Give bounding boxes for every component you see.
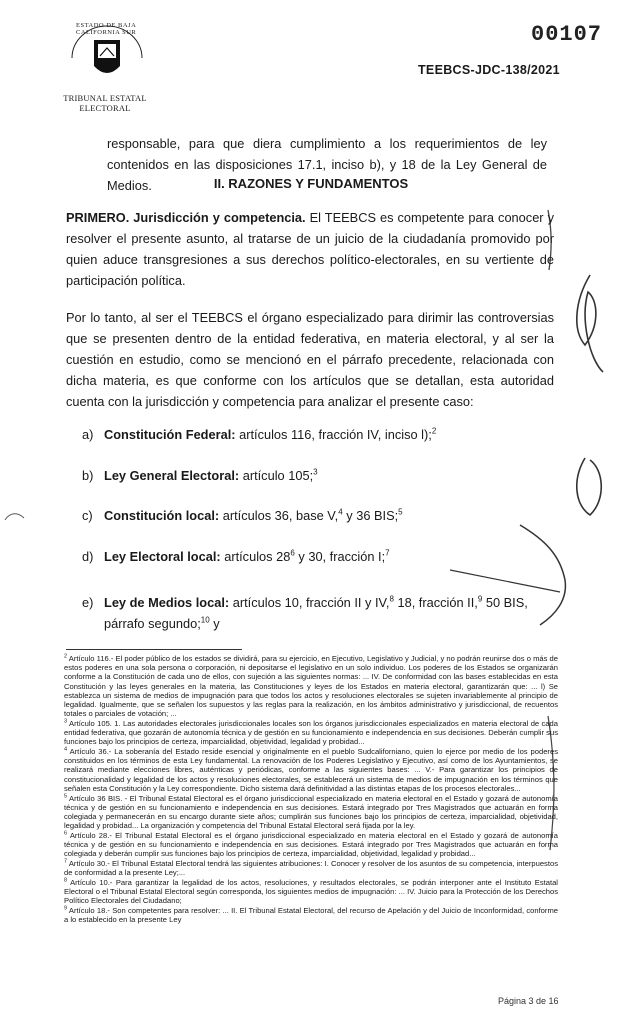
paragraph-por-lo-tanto: Por lo tanto, al ser el TEEBCS el órgano especializado para dirimir las controversias que se presenten dentro de la entidad federativa, en materia electoral, y al ser la cuestión en estudio, como se mencionó en el párrafo precedente, relacionada con dicha materia, es que conforme con los artículos que se detallan, esta autoridad cuenta con la jurisdicción y competencia para analizar el presente caso: xyxy=(66,310,554,409)
page-number: Página 3 de 16 xyxy=(498,996,559,1006)
footnote: $^5$ Artículo 36 BIS. - El Tribunal Estatal Electoral es el órgano jurisdiccional especializado en materia electoral en el Estado y gozará de autonomía técnica y de gestión en su funcionamiento e independencia en sus decisiones. Estará integrado por Tres Magistrados que actuarán en forma colegiada y permanecerán en su encargo durante siete años; cumplirán sus funciones bajo los principios de certeza, imparcialidad, objetividad, legalidad y probidad... La organización y competencia del Tribunal Estatal Electoral será fijada por la ley. xyxy=(64,793,558,831)
footnote: $^4$ Artículo 36.- La soberanía del Estado reside esencial y originalmente en el pueblo Sudcaliforniano, quien lo ejerce por medio de los poderes constituidos en los términos de esta Ley fundamental. La renovación de los Poderes Legislativo y Ejecutivo, así como de los Ayuntamientos, se realizará mediante elecciones libres, auténticas y periódicas, conforme a las siguientes bases: ... V.- Para garantizar los principios de constitucionalidad y legalidad de los actos y resoluciones electorales, se establecerá un sistema de medios de impugnación en los términos que señalen esta Constitución y la Ley correspondiente. Dicho sistema dará definitividad a las distintas etapas de los procesos electorales... xyxy=(64,746,558,793)
footnote: $^7$ Artículo 30.- El Tribunal Estatal Electoral tendrá las siguientes atribuciones: I. Conocer y resolver de los asuntos de su competencia, interpuestos de conformidad a la presente Ley;... xyxy=(64,858,558,878)
paragraph-lead: PRIMERO. Jurisdicción y competencia. xyxy=(66,210,306,225)
footnote: $^9$ Artículo 18.- Son competentes para resolver: ... II. El Tribunal Estatal Electoral, del recurso de Apelación y del Juicio de Inconformidad, conforme a lo establecido en la presente Ley xyxy=(64,905,558,925)
list-item: b) Ley General Electoral: artículo 105;$^3$ xyxy=(82,467,318,483)
footnote-separator xyxy=(66,649,242,650)
footnote: $^6$ Artículo 28.- El Tribunal Estatal Electoral es el órgano jurisdiccional especializado en materia electoral en el Estado y gozará de autonomía técnica y de gestión en su funcionamiento e independencia en sus decisiones. Estará integrado por Tres Magistrados que actuarán en forma colegiada y deberán cumplir sus funciones bajo los principios de certeza, imparcialidad, objetividad, legalidad y probidad... xyxy=(64,830,558,859)
paragraph-text: El TEEBCS es competente para conocer y resolver el presente asunto, al tratarse de un juicio de la ciudadanía promovido por quien aduce transgresiones a sus derechos político-electorales, en su vertiente de participación política. xyxy=(66,210,554,288)
footnote: $^8$ Artículo 10.- Para garantizar la legalidad de los actos, resoluciones, y resultados electorales, se podrán interponer ante el Instituto Estatal Electoral o el Tribunal Estatal Electoral según corresponda, los siguientes medios de impugnación: ... IV. Juicio para la Protección de los Derechos Político Electorales del Ciudadano; xyxy=(64,877,558,906)
section-heading: II. RAZONES Y FUNDAMENTOS xyxy=(213,176,409,191)
paragraph-primero xyxy=(66,207,554,291)
tribunal-line2: ELECTORAL xyxy=(79,103,131,113)
list-item: e) Ley de Medios local: artículos 10, fracción II y IV,$^8$ 18, fracción II,$^9$ 50 BIS, párrafo segundo;$^{10}$ y xyxy=(82,594,528,631)
footnote: $^3$ Artículo 105. 1. Las autoridades electorales jurisdiccionales locales son los órganos jurisdiccionales especializados en materia electoral de cada entidad federativa, que gozarán de autonomía técnica y de gestión en su funcionamiento e independencia en sus decisiones. Deberán cumplir sus funciones bajo los principios de certeza, imparcialidad, objetividad, legalidad y probidad... xyxy=(64,718,558,747)
page-stamp: 00107 xyxy=(531,22,603,47)
list-item: d) Ley Electoral local: artículos $28^6$ y 30, fracción I;$^7$ xyxy=(82,548,390,564)
case-number: TEEBCS-JDC-138/2021 xyxy=(418,63,560,77)
tribunal-name xyxy=(50,93,160,113)
list-item: c) Constitución local: artículos 36, base V,$^4$ y 36 BIS;$^5$ xyxy=(82,507,403,523)
continuation-paragraph: responsable, para que diera cumplimiento a los requerimientos de ley contenidos en las disposiciones 17.1, inciso b), y 18 de la Ley General de Medios. xyxy=(107,136,547,193)
tribunal-line1: TRIBUNAL ESTATAL xyxy=(63,93,147,103)
seal-text: ESTADO DE BAJA CALIFORNIA SUR xyxy=(76,22,137,36)
footnotes xyxy=(64,654,558,925)
list-item: a) Constitución Federal: artículos 116, fracción IV, inciso l);$^2$ xyxy=(82,426,437,442)
footnote: $^2$ Artículo 116.- El poder público de los estados se dividirá, para su ejercicio, en Ejecutivo, Legislativo y Judicial, y no podrán reunirse dos o más de estos poderes en una sola persona o corporación, ni depositarse el legislativo en un solo individuo. Los poderes de los Estados se organizarán conforme a la Constitución de cada uno de ellos, con sujeción a las siguientes normas: ... IV. De conformidad con las bases establecidas en esta Constitución y las leyes generales en la materia, las Constituciones y leyes de los Estados en materia electoral, garantizarán que: ... l) Se establezca un sistema de medios de impugnación para que todos los actos y resoluciones electorales se sujeten invariablemente al principio de legalidad. Igualmente, que se señalen los supuestos y las reglas para la realización, en los ámbitos administrativo y jurisdiccional, de recuentos totales o parciales de votación; ... xyxy=(64,653,558,719)
court-seal xyxy=(62,18,152,90)
